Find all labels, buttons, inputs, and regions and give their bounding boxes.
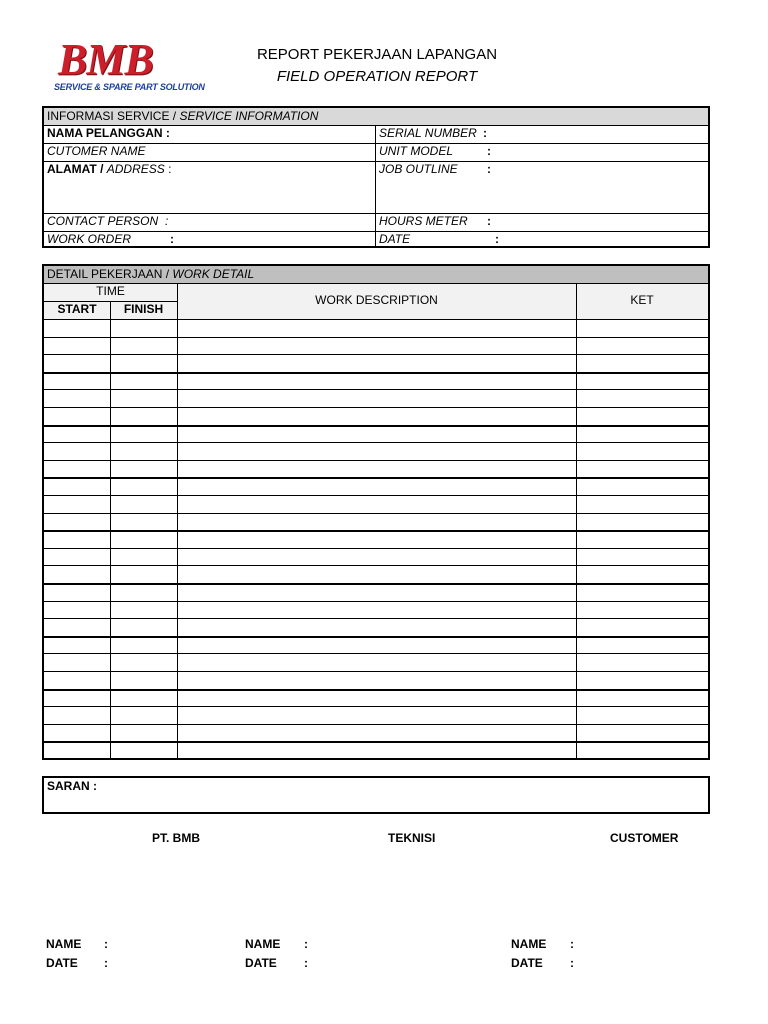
saran-label: SARAN :	[47, 779, 97, 793]
table-row[interactable]	[44, 319, 708, 337]
saran-box[interactable]	[42, 776, 710, 814]
signature-customer: CUSTOMER	[610, 831, 679, 845]
work-description-header: WORK DESCRIPTION	[315, 293, 438, 307]
table-row[interactable]	[44, 460, 708, 478]
work-header-sub: WORK DETAIL	[172, 267, 255, 281]
service-information-header	[44, 108, 708, 125]
work-detail-section	[42, 264, 710, 760]
pt-name-colon: :	[104, 937, 108, 951]
service-information-section	[42, 106, 710, 248]
logo-text: BMB	[58, 35, 153, 84]
nama-pelanggan-label: NAMA PELANGGAN :	[47, 126, 170, 140]
table-row[interactable]	[44, 548, 708, 566]
work-order-label: WORK ORDER	[47, 232, 131, 246]
table-row[interactable]	[44, 671, 708, 689]
customer-name-label: CUTOMER NAME	[47, 144, 146, 158]
work-order-colon: :	[170, 232, 174, 246]
logo-tagline: SERVICE & SPARE PART SOLUTION	[54, 82, 205, 92]
address-label: ALAMAT / ADDRESS :	[47, 162, 172, 176]
table-row[interactable]	[44, 337, 708, 355]
customer-date-sig-label: DATE	[511, 956, 543, 970]
date-colon: :	[495, 232, 499, 246]
teknisi-date-label: DATE	[245, 956, 277, 970]
table-row[interactable]	[44, 741, 708, 759]
pt-date-label: DATE	[46, 956, 78, 970]
job-outline-label: JOB OUTLINE	[379, 162, 458, 176]
table-row[interactable]	[44, 706, 708, 724]
work-header-main: DETAIL PEKERJAAN /	[47, 267, 173, 281]
table-row[interactable]	[44, 477, 708, 495]
start-header: START	[57, 302, 97, 316]
teknisi-name-colon: :	[304, 937, 308, 951]
table-row[interactable]	[44, 636, 708, 654]
customer-name-sig-label: NAME	[511, 937, 547, 951]
service-header-sub: SERVICE INFORMATION	[179, 109, 319, 123]
table-row[interactable]	[44, 724, 708, 742]
table-row[interactable]	[44, 425, 708, 443]
unit-model-colon: :	[487, 144, 491, 158]
job-outline-colon: :	[487, 162, 491, 176]
table-row[interactable]	[44, 618, 708, 636]
date-label: DATE	[379, 232, 411, 246]
serial-number-label: SERIAL NUMBER	[379, 126, 477, 140]
ket-header: KET	[630, 293, 654, 307]
contact-person-label: CONTACT PERSON	[47, 214, 159, 228]
table-row[interactable]	[44, 442, 708, 460]
table-row[interactable]	[44, 495, 708, 513]
table-row[interactable]	[44, 354, 708, 372]
teknisi-date-colon: :	[304, 956, 308, 970]
table-row[interactable]	[44, 601, 708, 619]
time-header: TIME	[96, 284, 125, 298]
service-header-main: INFORMASI SERVICE /	[47, 109, 180, 123]
table-row[interactable]	[44, 389, 708, 407]
table-row[interactable]	[44, 653, 708, 671]
pt-name-label: NAME	[46, 937, 82, 951]
report-title: REPORT PEKERJAAN LAPANGAN	[256, 46, 498, 63]
table-row[interactable]	[44, 513, 708, 531]
table-row[interactable]	[44, 689, 708, 707]
contact-person-colon: :	[165, 214, 169, 228]
table-row[interactable]	[44, 407, 708, 425]
table-row[interactable]	[44, 583, 708, 601]
signature-pt-bmb: PT. BMB	[152, 831, 200, 845]
work-detail-header	[44, 266, 708, 283]
unit-model-label: UNIT MODEL	[379, 144, 454, 158]
customer-name-sig-colon: :	[570, 937, 574, 951]
pt-date-colon: :	[104, 956, 108, 970]
table-row[interactable]	[44, 565, 708, 583]
report-subtitle: FIELD OPERATION REPORT	[276, 68, 478, 85]
teknisi-name-label: NAME	[245, 937, 281, 951]
company-logo	[52, 35, 208, 96]
serial-number-colon: :	[483, 126, 487, 140]
finish-header: FINISH	[123, 302, 164, 316]
hours-meter-colon: :	[487, 214, 491, 228]
signature-teknisi: TEKNISI	[388, 831, 436, 845]
table-row[interactable]	[44, 372, 708, 390]
customer-date-sig-colon: :	[570, 956, 574, 970]
hours-meter-label: HOURS METER	[379, 214, 468, 228]
table-row[interactable]	[44, 530, 708, 548]
